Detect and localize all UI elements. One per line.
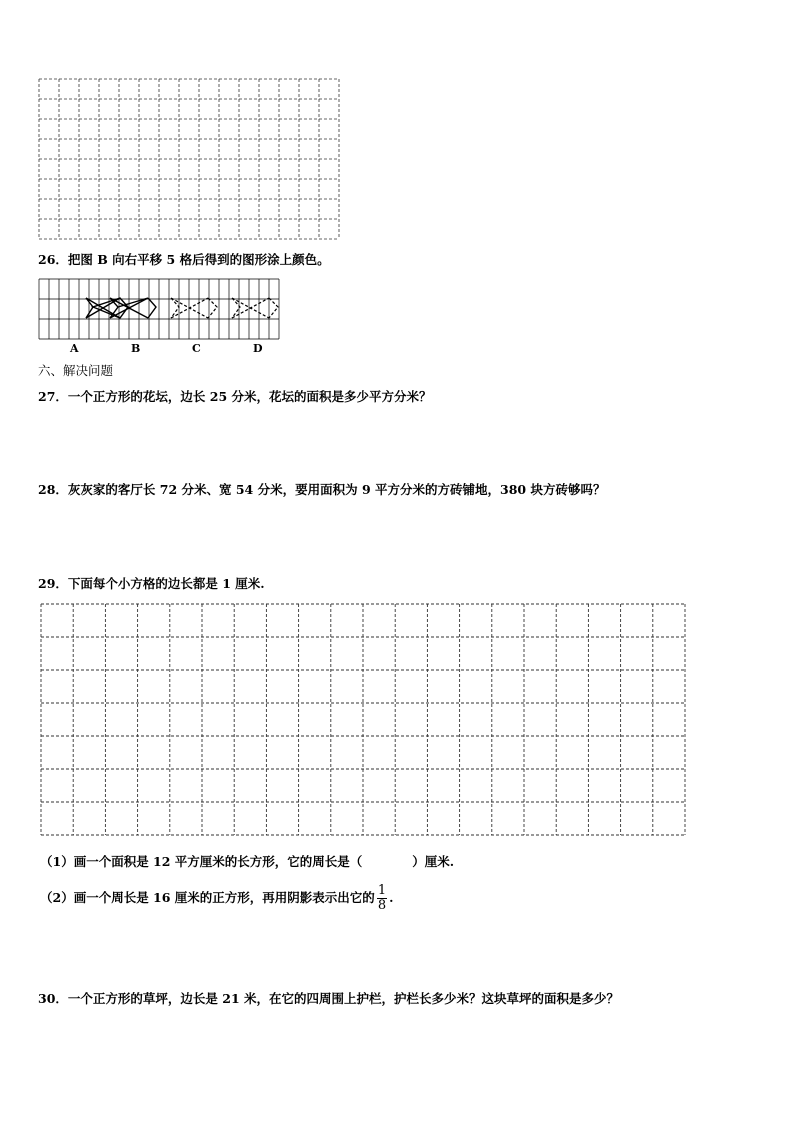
question-29-part-2 [40, 884, 393, 913]
question-27: 27．一个正方形的花坛，边长 25 分米，花坛的面积是多少平方分米？ [38, 389, 432, 404]
question-28: 28．灰灰家的客厅长 72 分米、宽 54 分米，要用面积为 9 平方分米的方砖铺地，380 块方砖够吗？ [38, 482, 606, 497]
question-26: 26．把图 B 向右平移 5 格后得到的图形涂上颜色。 [38, 252, 330, 267]
dashed-grid-q29 [40, 603, 686, 836]
figure-label-d: D [253, 342, 263, 355]
shape-c [171, 298, 217, 318]
question-30: 30．一个正方形的草坪，边长是 21 米，在它的四周围上护栏，护栏长多少米？这块草坪的面积是多少？ [38, 991, 619, 1006]
figure-label-c: C [192, 342, 201, 355]
translation-figure-grid [38, 278, 282, 340]
figure-label-a: A [70, 342, 79, 355]
part-2-text: （2）画一个周长是 16 厘米的正方形，再用阴影表示出它的 [40, 890, 375, 905]
fraction-numerator: 1 [377, 883, 387, 898]
section-title: 六、解决问题 [38, 363, 114, 378]
shape-a [86, 298, 128, 318]
question-29-part-1: （1）画一个面积是 12 平方厘米的长方形，它的周长是（ ）厘米. [40, 854, 455, 869]
part-2-end: . [389, 890, 394, 905]
dashed-grid-top [38, 78, 340, 240]
fraction-one-eighth [377, 884, 387, 913]
fraction-denominator: 8 [377, 898, 387, 913]
figure-label-b: B [131, 342, 141, 355]
question-29: 29．下面每个小方格的边长都是 1 厘米. [38, 576, 265, 591]
